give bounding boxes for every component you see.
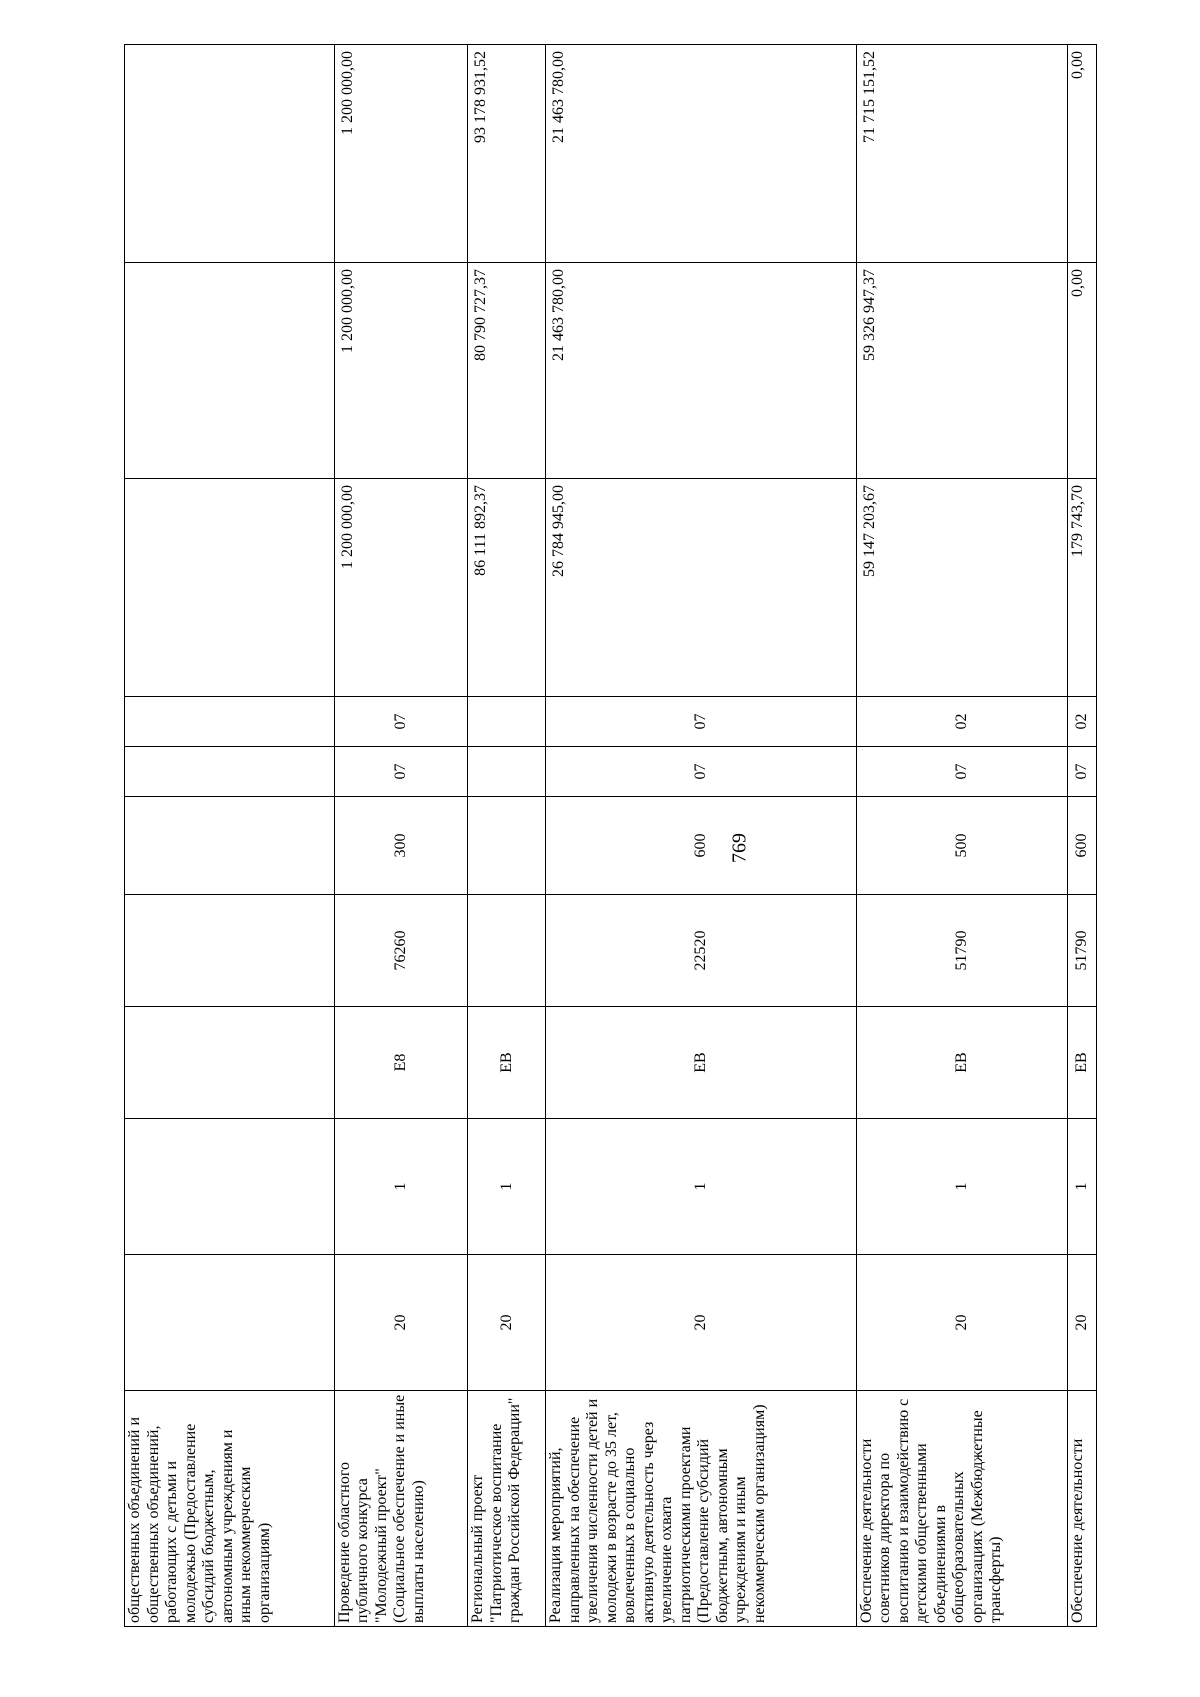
cell-section: 07 [856, 747, 1068, 797]
cell-expense-type [468, 797, 546, 895]
cell-project-code [125, 1007, 335, 1119]
cell-subprogram: 1 [468, 1119, 546, 1255]
row-description: общественных объединений и общественных объединений, работающих с детьми и молодежью (Предоставление субсидий бюджетным, автономным учреждениям и иным некоммерческим организациям) [125, 1391, 335, 1627]
cell-section [468, 747, 546, 797]
table-row [856, 45, 1068, 1627]
table-row [1068, 45, 1097, 1627]
cell-expense-type [125, 797, 335, 895]
cell-amount-3: 93 178 931,52 [468, 45, 546, 263]
cell-project-code: EB [856, 1007, 1068, 1119]
cell-program: 20 [334, 1255, 468, 1391]
cell-expense-type: 300 [334, 797, 468, 895]
cell-amount-3: 21 463 780,00 [546, 45, 856, 263]
cell-subsection [125, 697, 335, 747]
cell-subprogram: 1 [334, 1119, 468, 1255]
cell-subsection: 07 [334, 697, 468, 747]
cell-subprogram: 1 [546, 1119, 856, 1255]
table-row [334, 45, 468, 1627]
cell-expense-type: 600 [1068, 797, 1097, 895]
table-row [125, 45, 335, 1627]
budget-table [124, 44, 1097, 1627]
row-description: Обеспечение деятельности [1068, 1391, 1097, 1627]
cell-program: 20 [468, 1255, 546, 1391]
cell-amount-1: 86 111 892,37 [468, 479, 546, 697]
cell-subsection: 02 [856, 697, 1068, 747]
table-row [468, 45, 546, 1627]
cell-amount-1: 1 200 000,00 [334, 479, 468, 697]
cell-direction-code: 22520 [546, 895, 856, 1007]
cell-direction-code: 76260 [334, 895, 468, 1007]
row-description: Проведение областного публичного конкурса "Молодежный проект" (Социальное обеспечение и иные выплаты населению) [334, 1391, 468, 1627]
cell-amount-2: 59 326 947,37 [856, 263, 1068, 479]
cell-section [125, 747, 335, 797]
cell-expense-type: 500 [856, 797, 1068, 895]
page-number: 769 [728, 833, 751, 863]
cell-section: 07 [334, 747, 468, 797]
cell-project-code: E8 [334, 1007, 468, 1119]
cell-project-code: EB [546, 1007, 856, 1119]
cell-section: 07 [1068, 747, 1097, 797]
cell-direction-code: 51790 [1068, 895, 1097, 1007]
cell-amount-2: 0,00 [1068, 263, 1097, 479]
cell-amount-3 [125, 45, 335, 263]
cell-amount-1: 26 784 945,00 [546, 479, 856, 697]
cell-program: 20 [856, 1255, 1068, 1391]
cell-subsection [468, 697, 546, 747]
cell-direction-code: 51790 [856, 895, 1068, 1007]
cell-section: 07 [546, 747, 856, 797]
cell-subprogram [125, 1119, 335, 1255]
cell-amount-1 [125, 479, 335, 697]
row-description: Реализация мероприятий, направленных на обеспечение увеличения численности детей и молодежи в возрасте до 35 лет, вовлеченных в социально активную деятельность через увеличение охвата патриотическими проектами (Предоставление субсидий бюджетным, автономным учреждениям и иным некоммерческим организациям) [546, 1391, 856, 1627]
cell-amount-3: 71 715 151,52 [856, 45, 1068, 263]
cell-subprogram: 1 [856, 1119, 1068, 1255]
cell-program: 20 [1068, 1255, 1097, 1391]
row-description: Обеспечение деятельности советников директора по воспитанию и взаимодействию с детскими общественными объединениями в общеобразовательных организациях (Межбюджетные трансферты) [856, 1391, 1068, 1627]
cell-subsection: 02 [1068, 697, 1097, 747]
cell-amount-2: 1 200 000,00 [334, 263, 468, 479]
cell-amount-2: 21 463 780,00 [546, 263, 856, 479]
cell-subsection: 07 [546, 697, 856, 747]
cell-project-code: EB [1068, 1007, 1097, 1119]
cell-program: 20 [546, 1255, 856, 1391]
cell-amount-2 [125, 263, 335, 479]
cell-amount-3: 0,00 [1068, 45, 1097, 263]
cell-direction-code [468, 895, 546, 1007]
cell-program [125, 1255, 335, 1391]
cell-amount-3: 1 200 000,00 [334, 45, 468, 263]
cell-expense-type: 600 [546, 797, 856, 895]
table-row [546, 45, 856, 1627]
cell-amount-1: 179 743,70 [1068, 479, 1097, 697]
cell-subprogram: 1 [1068, 1119, 1097, 1255]
cell-direction-code [125, 895, 335, 1007]
cell-amount-2: 80 790 727,37 [468, 263, 546, 479]
cell-project-code: EB [468, 1007, 546, 1119]
cell-amount-1: 59 147 203,67 [856, 479, 1068, 697]
row-description: Региональный проект "Патриотическое воспитание граждан Российской Федерации" [468, 1391, 546, 1627]
